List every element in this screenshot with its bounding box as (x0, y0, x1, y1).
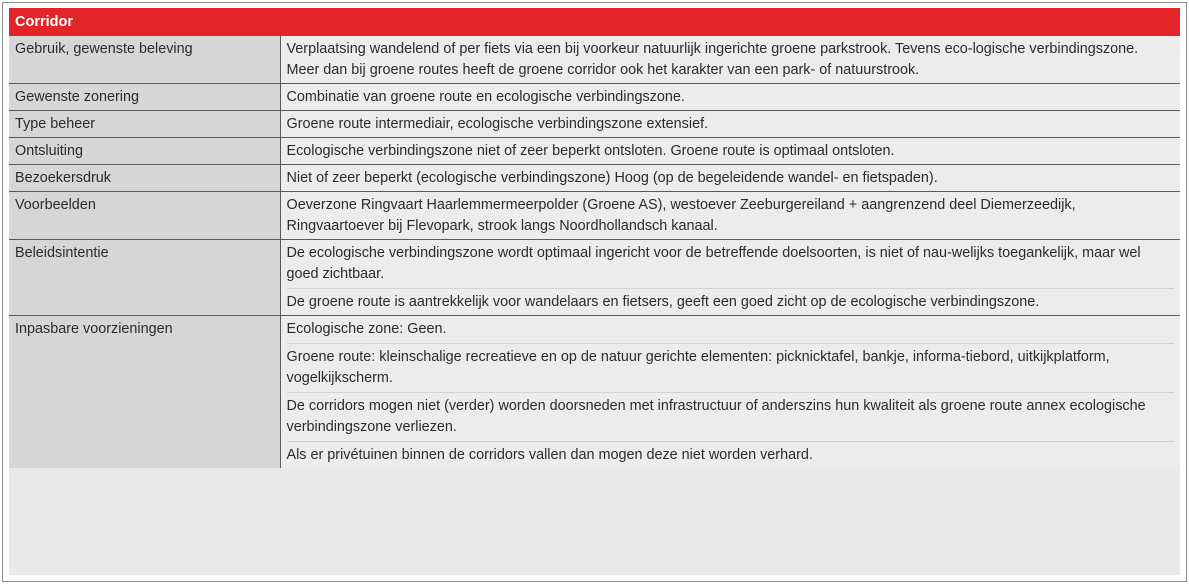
row-beleidsintentie (9, 240, 1180, 316)
row-value (280, 84, 1180, 111)
row-value (280, 111, 1180, 138)
row-zonering (9, 84, 1180, 111)
row-voorbeelden (9, 192, 1180, 240)
row-paragraph: Groene route intermediair, ecologische verbindingszone extensief. (286, 116, 709, 132)
row-value (280, 316, 1180, 469)
document-frame (2, 2, 1187, 582)
row-inpasbare-voorzieningen (9, 316, 1180, 469)
row-label: Bezoekersdruk (9, 165, 280, 192)
row-paragraph: Oeverzone Ringvaart Haarlemmermeerpolder (Groene AS), westoever Zeeburgereiland + aangrenzend deel Diemerzeedijk, Ringvaartoever bij Flevopark, strook langs Noordhollandsch kanaal. (286, 197, 1076, 234)
corridor-table-container (9, 8, 1180, 575)
row-value (280, 36, 1180, 84)
row-label: Beleidsintentie (9, 240, 280, 316)
row-label: Gebruik, gewenste beleving (9, 36, 280, 84)
row-label: Voorbeelden (9, 192, 280, 240)
table-title: Corridor (9, 8, 1180, 36)
row-paragraph: Ecologische verbindingszone niet of zeer beperkt ontsloten. Groene route is optimaal ontsloten. (286, 143, 895, 159)
row-paragraph: Verplaatsing wandelend of per fiets via een bij voorkeur natuurlijk ingerichte groene parkstrook. Tevens eco-logische verbindingszone. Meer dan bij groene routes heeft de groene corridor ook het karakter van een park- of natuurstrook. (286, 41, 1139, 78)
row-gebruik (9, 36, 1180, 84)
row-paragraph: De groene route is aantrekkelijk voor wandelaars en fietsers, geeft een goed zicht op de ecologische verbindingszone. (287, 288, 1175, 313)
table-body (9, 36, 1180, 468)
row-type-beheer (9, 111, 1180, 138)
row-paragraph: Niet of zeer beperkt (ecologische verbindingszone) Hoog (op de begeleidende wandel- en fietspaden). (286, 170, 938, 186)
table-header-row (9, 8, 1180, 36)
row-paragraph: Als er privétuinen binnen de corridors vallen dan mogen deze niet worden verhard. (287, 441, 1175, 466)
row-paragraph: Combinatie van groene route en ecologische verbindingszone. (286, 89, 685, 105)
row-paragraph: Ecologische zone: Geen. (286, 321, 447, 337)
row-paragraph: De corridors mogen niet (verder) worden doorsneden met infrastructuur of anderszins hun kwaliteit als groene route annex ecologische verbindingszone verliezen. (287, 392, 1175, 438)
row-paragraph: De ecologische verbindingszone wordt optimaal ingericht voor de betreffende doelsoorten, is niet of nau-welijks toegankelijk, maar wel goed zichtbaar. (286, 245, 1141, 282)
row-label: Type beheer (9, 111, 280, 138)
row-value (280, 138, 1180, 165)
row-ontsluiting (9, 138, 1180, 165)
row-value (280, 192, 1180, 240)
row-label: Ontsluiting (9, 138, 280, 165)
row-paragraph: Groene route: kleinschalige recreatieve en op de natuur gerichte elementen: picknicktafel, bankje, informa-tiebord, uitkijkplatform, vogelkijkscherm. (287, 343, 1175, 389)
row-value (280, 165, 1180, 192)
row-label: Inpasbare voorzieningen (9, 316, 280, 469)
row-value (280, 240, 1180, 316)
row-bezoekersdruk (9, 165, 1180, 192)
corridor-table (9, 8, 1180, 468)
row-label: Gewenste zonering (9, 84, 280, 111)
